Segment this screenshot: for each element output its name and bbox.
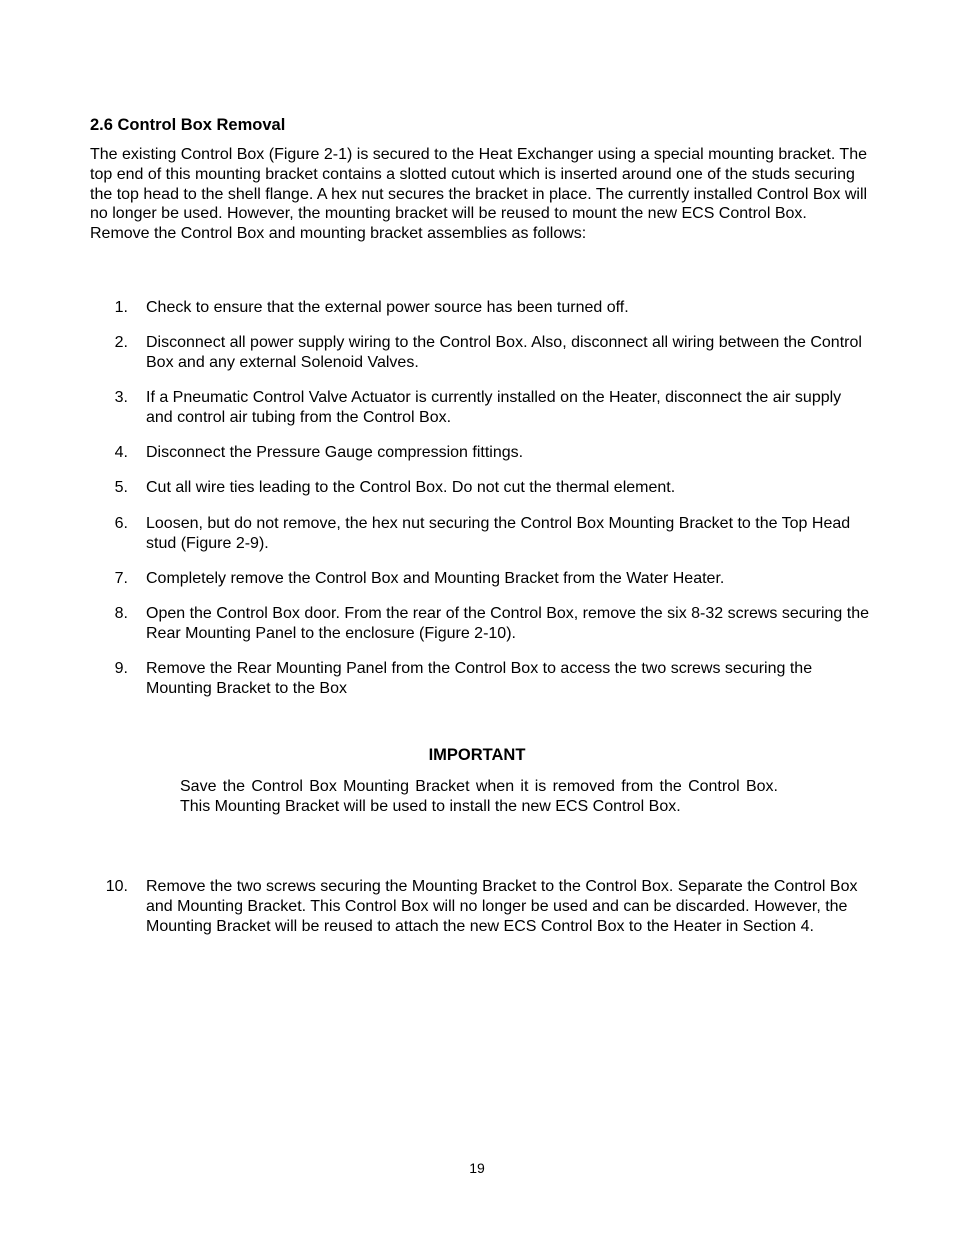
step-text: Open the Control Box door. From the rear of the Control Box, remove the six 8-32 screws securing the Rear Mounting Panel to the enclosure (Figure 2-10). — [146, 605, 870, 642]
step-text: If a Pneumatic Control Valve Actuator is currently installed on the Heater, disconnect the air supply and control air tubing from the Control Box. — [146, 389, 842, 426]
important-notice-text: Save the Control Box Mounting Bracket when it is removed from the Control Box. This Mounting Bracket will be used to install the new ECS Control Box. — [180, 778, 778, 815]
step-text: Remove the two screws securing the Mounting Bracket to the Control Box. Separate the Control Box and Mounting Bracket. This Control Box will no longer be used and can be discarded. However, the Mounting Bracket will be reused to attach the new ECS Control Box to the Heater in Section 4. — [146, 878, 858, 935]
step-text: Completely remove the Control Box and Mounting Bracket from the Water Heater. — [146, 570, 725, 587]
step-number: 10. — [105, 878, 128, 895]
step-number: 4. — [114, 444, 128, 461]
step-number: 5. — [114, 479, 128, 496]
step-number: 6. — [114, 515, 128, 532]
page-number: 19 — [469, 1160, 485, 1176]
step-number: 9. — [114, 660, 128, 677]
step-number: 3. — [114, 389, 128, 406]
step-number: 8. — [114, 605, 128, 622]
step-text: Disconnect all power supply wiring to the Control Box. Also, disconnect all wiring between the Control Box and any external Solenoid Valves. — [146, 334, 862, 371]
step-number: 7. — [114, 570, 128, 587]
section-heading: 2.6 Control Box Removal — [90, 116, 286, 134]
step-text: Remove the Rear Mounting Panel from the Control Box to access the two screws securing the Mounting Bracket to the Box — [146, 660, 813, 697]
important-notice-title: IMPORTANT — [428, 746, 526, 764]
step-text: Disconnect the Pressure Gauge compression fittings. — [146, 444, 524, 461]
step-text: Check to ensure that the external power source has been turned off. — [146, 299, 629, 316]
step-number: 1. — [114, 299, 128, 316]
intro-paragraph: The existing Control Box (Figure 2-1) is secured to the Heat Exchanger using a special mounting bracket. The top end of this mounting bracket contains a slotted cutout which is inserted around one of the studs securing the top head to the shell flange. A hex nut secures the bracket in place. The currently installed Control Box will no longer be used. However, the mounting bracket will be reused to mount the new ECS Control Box. Remove the Control Box and mounting bracket assemblies as follows: — [90, 146, 868, 243]
step-number: 2. — [114, 334, 128, 351]
step-text: Cut all wire ties leading to the Control Box. Do not cut the thermal element. — [146, 479, 676, 496]
step-text: Loosen, but do not remove, the hex nut securing the Control Box Mounting Bracket to the Top Head stud (Figure 2-9). — [146, 515, 851, 552]
